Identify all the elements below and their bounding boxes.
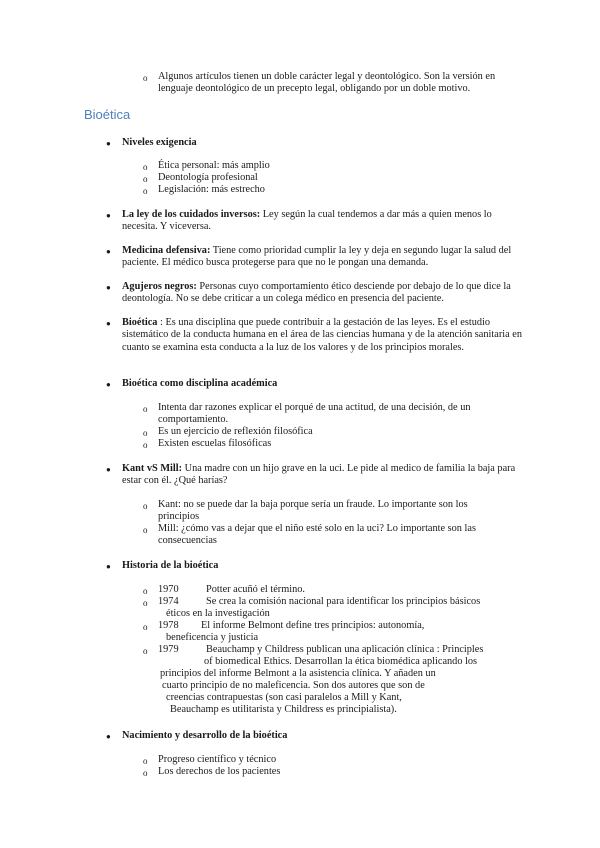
bullet: ● [106, 732, 111, 741]
list-item: Es un ejercicio de reflexión filosófica [158, 426, 313, 437]
bullet: ● [106, 562, 111, 571]
list-item: Progreso científico y técnico [158, 754, 277, 765]
bullet: ● [106, 283, 111, 292]
year: 1978 [158, 620, 179, 631]
historia-title: Historia de la bioética [122, 560, 219, 571]
history-text: creencias contrapuestas (son casi paralelos a Mill y Kant, [166, 692, 402, 703]
list-item: Los derechos de los pacientes [158, 766, 281, 777]
history-text: beneficencia y justicia [166, 632, 259, 643]
niveles-title: Niveles exigencia [122, 137, 197, 148]
sub-bullet: o [143, 598, 148, 608]
sub-bullet: o [143, 73, 148, 83]
history-text: cuarto principio de no maleficencia. Son dos autores que son de [162, 680, 425, 691]
section-heading: Bioética [84, 107, 131, 122]
list-item: Deontología profesional [158, 172, 258, 183]
sub-bullet: o [143, 162, 148, 172]
sub-bullet: o [143, 756, 148, 766]
nacimiento-title: Nacimiento y desarrollo de la bioética [122, 730, 288, 741]
sub-bullet: o [143, 440, 148, 450]
sub-bullet: o [143, 186, 148, 196]
list-item: Ética personal: más amplio [158, 160, 270, 171]
sub-bullet: o [143, 174, 148, 184]
history-text: principios del informe Belmont a la asistencia clínica. Y añaden un [160, 668, 436, 679]
history-text: El informe Belmont define tres principios: autonomía, [201, 620, 425, 631]
history-text: Beauchamp y Childress publican una aplicación clínica : Principles [206, 644, 484, 655]
sub-bullet: o [143, 428, 148, 438]
top-list-item: Algunos artículos tienen un doble carácter legal y deontológico. Son la versión en lenguaje deontológico de un precepto legal, obligando por un doble motivo. [158, 71, 496, 95]
history-text: Beauchamp es utilitarista y Childress es principialista). [170, 704, 397, 715]
history-text: Se crea la comisión nacional para identificar los principios básicos [206, 596, 481, 607]
sub-bullet: o [143, 501, 148, 511]
list-item: Mill: ¿cómo vas a dejar que el niño esté solo en la uci? Lo importante son las consecuencias [158, 523, 476, 547]
history-text: Potter acuñó el término. [206, 584, 305, 595]
kant-mill-paragraph: Kant vS Mill: Una madre con un hijo grave en la uci. Le pide al medico de familia la baja para estar con él. ¿Qué harías? [122, 463, 516, 487]
sub-bullet: o [143, 525, 148, 535]
year: 1979 [158, 644, 179, 655]
history-text: of biomedical Ethics. Desarrollan la ética biomédica aplicando los [204, 656, 478, 667]
bullet: ● [106, 139, 111, 148]
list-item: Legislación: más estrecho [158, 184, 265, 195]
sub-bullet: o [143, 768, 148, 778]
bullet: ● [106, 465, 111, 474]
history-text: éticos en la investigación [166, 608, 270, 619]
bioetica-definition-paragraph: Bioética : Es una disciplina que puede contribuir a la gestación de las leyes. Es el estudio sistemático de la conducta humana en el área de las ciencias humana y de la atención sanitaria en cuanto se examina esta conducta a la luz de los valores y de los principios morales. [122, 317, 522, 353]
bullet: ● [106, 319, 111, 328]
year: 1974 [158, 596, 179, 607]
bullet: ● [106, 380, 111, 389]
list-item: Intenta dar razones explicar el porqué de una actitud, de una decisión, de un comportamiento. [158, 402, 471, 426]
bullet: ● [106, 211, 111, 220]
list-item: Kant: no se puede dar la baja porque sería un fraude. Lo importante son los principios [158, 499, 468, 523]
sub-bullet: o [143, 404, 148, 414]
bullet: ● [106, 247, 111, 256]
sub-bullet: o [143, 586, 148, 596]
sub-bullet: o [143, 646, 148, 656]
ley-cuidados-paragraph: La ley de los cuidados inversos: Ley según la cual tendemos a dar más a quien menos lo necesita. Y viceversa. [122, 209, 492, 233]
year: 1970 [158, 584, 179, 595]
medicina-defensiva-paragraph: Medicina defensiva: Tiene como prioridad cumplir la ley y deja en segundo lugar la salud del paciente. El médico busca protegerse para que no le pongan una demanda. [122, 245, 512, 269]
list-item: Existen escuelas filosóficas [158, 438, 272, 449]
agujeros-negros-paragraph: Agujeros negros: Personas cuyo comportamiento ético desciende por debajo de lo que dice la deontología. No se debe criticar a un colega médico en presencia del paciente. [122, 281, 511, 305]
disciplina-title: Bioética como disciplina académica [122, 378, 278, 389]
sub-bullet: o [143, 622, 148, 632]
